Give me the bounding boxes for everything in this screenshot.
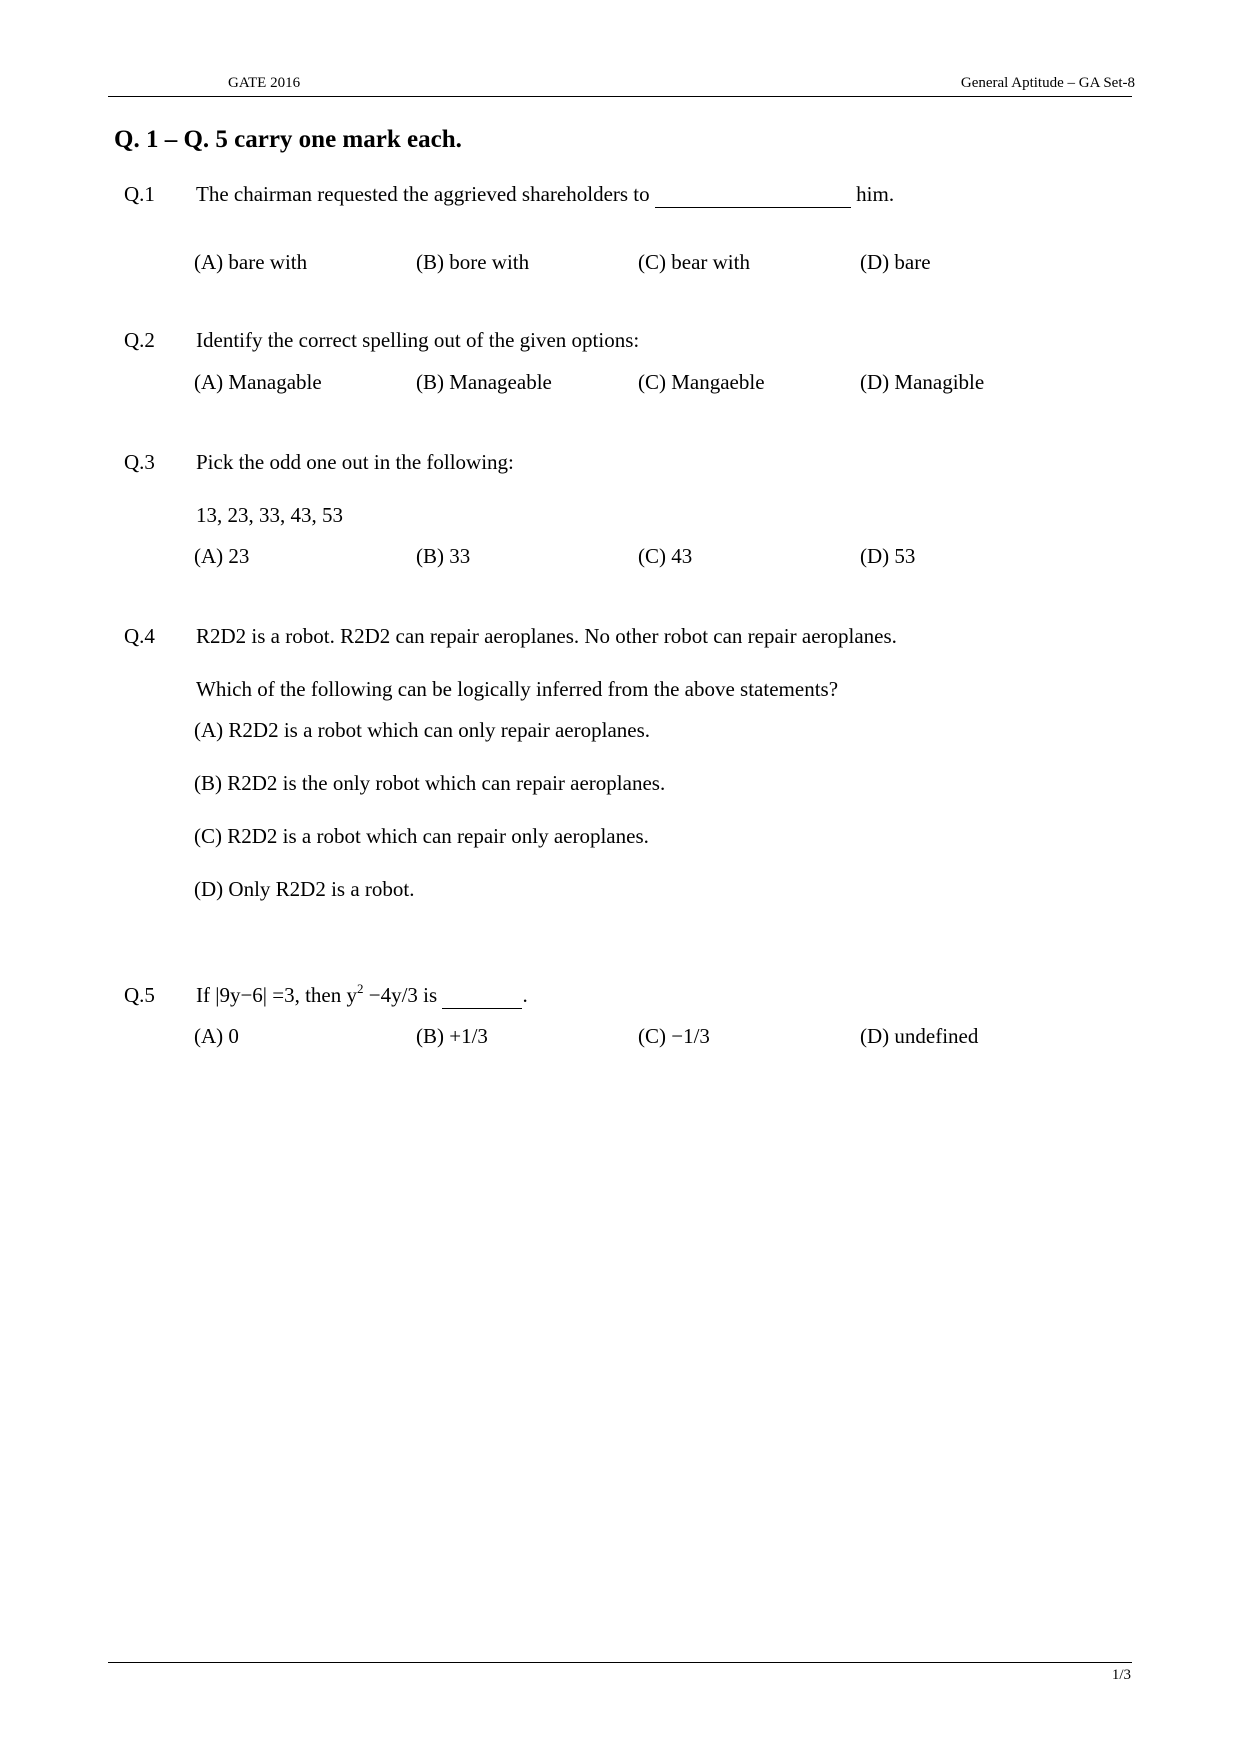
question-text	[196, 983, 528, 1009]
question-text: R2D2 is a robot. R2D2 can repair aeroplanes. No other robot can repair aeroplanes.	[196, 624, 897, 648]
header-divider	[108, 96, 1132, 97]
option-b: (B) 33	[416, 544, 471, 568]
question-text: Pick the odd one out in the following:	[196, 450, 514, 474]
exponent: 2	[357, 981, 364, 996]
question-text-before-blank: The chairman requested the aggrieved shareholders to	[196, 182, 650, 206]
option-a: (A) bare with	[194, 250, 308, 274]
answer-blank	[442, 983, 522, 1009]
option-d: (D) bare	[860, 250, 931, 274]
footer-divider	[108, 1662, 1132, 1663]
question-prompt: Which of the following can be logically inferred from the above statements?	[196, 677, 839, 701]
option-a: (A) R2D2 is a robot which can only repair aeroplanes.	[194, 718, 651, 742]
option-a: (A) 0	[194, 1024, 239, 1048]
option-b: (B) bore with	[416, 250, 530, 274]
option-b: (B) Manageable	[416, 370, 552, 394]
question-number: Q.3	[124, 450, 155, 474]
question-number: Q.4	[124, 624, 155, 648]
number-sequence: 13, 23, 33, 43, 53	[196, 503, 343, 527]
option-d: (D) undefined	[860, 1024, 979, 1048]
option-a: (A) 23	[194, 544, 250, 568]
option-c: (C) −1/3	[638, 1024, 710, 1048]
equation-part-1: If |9y−6| =3, then y	[196, 983, 357, 1007]
question-number: Q.5	[124, 983, 155, 1007]
option-b: (B) +1/3	[416, 1024, 488, 1048]
option-d: (D) 53	[860, 544, 916, 568]
header-paper-name: General Aptitude – GA Set-8	[960, 75, 1135, 91]
option-c: (C) 43	[638, 544, 693, 568]
header-exam-title: GATE 2016	[228, 75, 301, 91]
option-b: (B) R2D2 is the only robot which can repair aeroplanes.	[194, 771, 666, 795]
question-end: .	[522, 983, 528, 1007]
option-c: (C) R2D2 is a robot which can repair only aeroplanes.	[194, 824, 649, 848]
question-number: Q.2	[124, 328, 155, 352]
option-d: (D) Only R2D2 is a robot.	[194, 877, 415, 901]
page-number: 1/3	[1111, 1667, 1131, 1683]
option-c: (C) Mangaeble	[638, 370, 765, 394]
section-heading: Q. 1 – Q. 5 carry one mark each.	[114, 126, 462, 153]
question-text: Identify the correct spelling out of the given options:	[196, 328, 640, 352]
question-text-after-blank: him.	[856, 182, 895, 206]
option-c: (C) bear with	[638, 250, 750, 274]
equation-part-2: −4y/3 is	[363, 983, 438, 1007]
option-a: (A) Managable	[194, 370, 322, 394]
answer-blank	[655, 182, 851, 208]
question-number: Q.1	[124, 182, 155, 206]
question-text	[196, 182, 894, 208]
option-d: (D) Managible	[860, 370, 985, 394]
